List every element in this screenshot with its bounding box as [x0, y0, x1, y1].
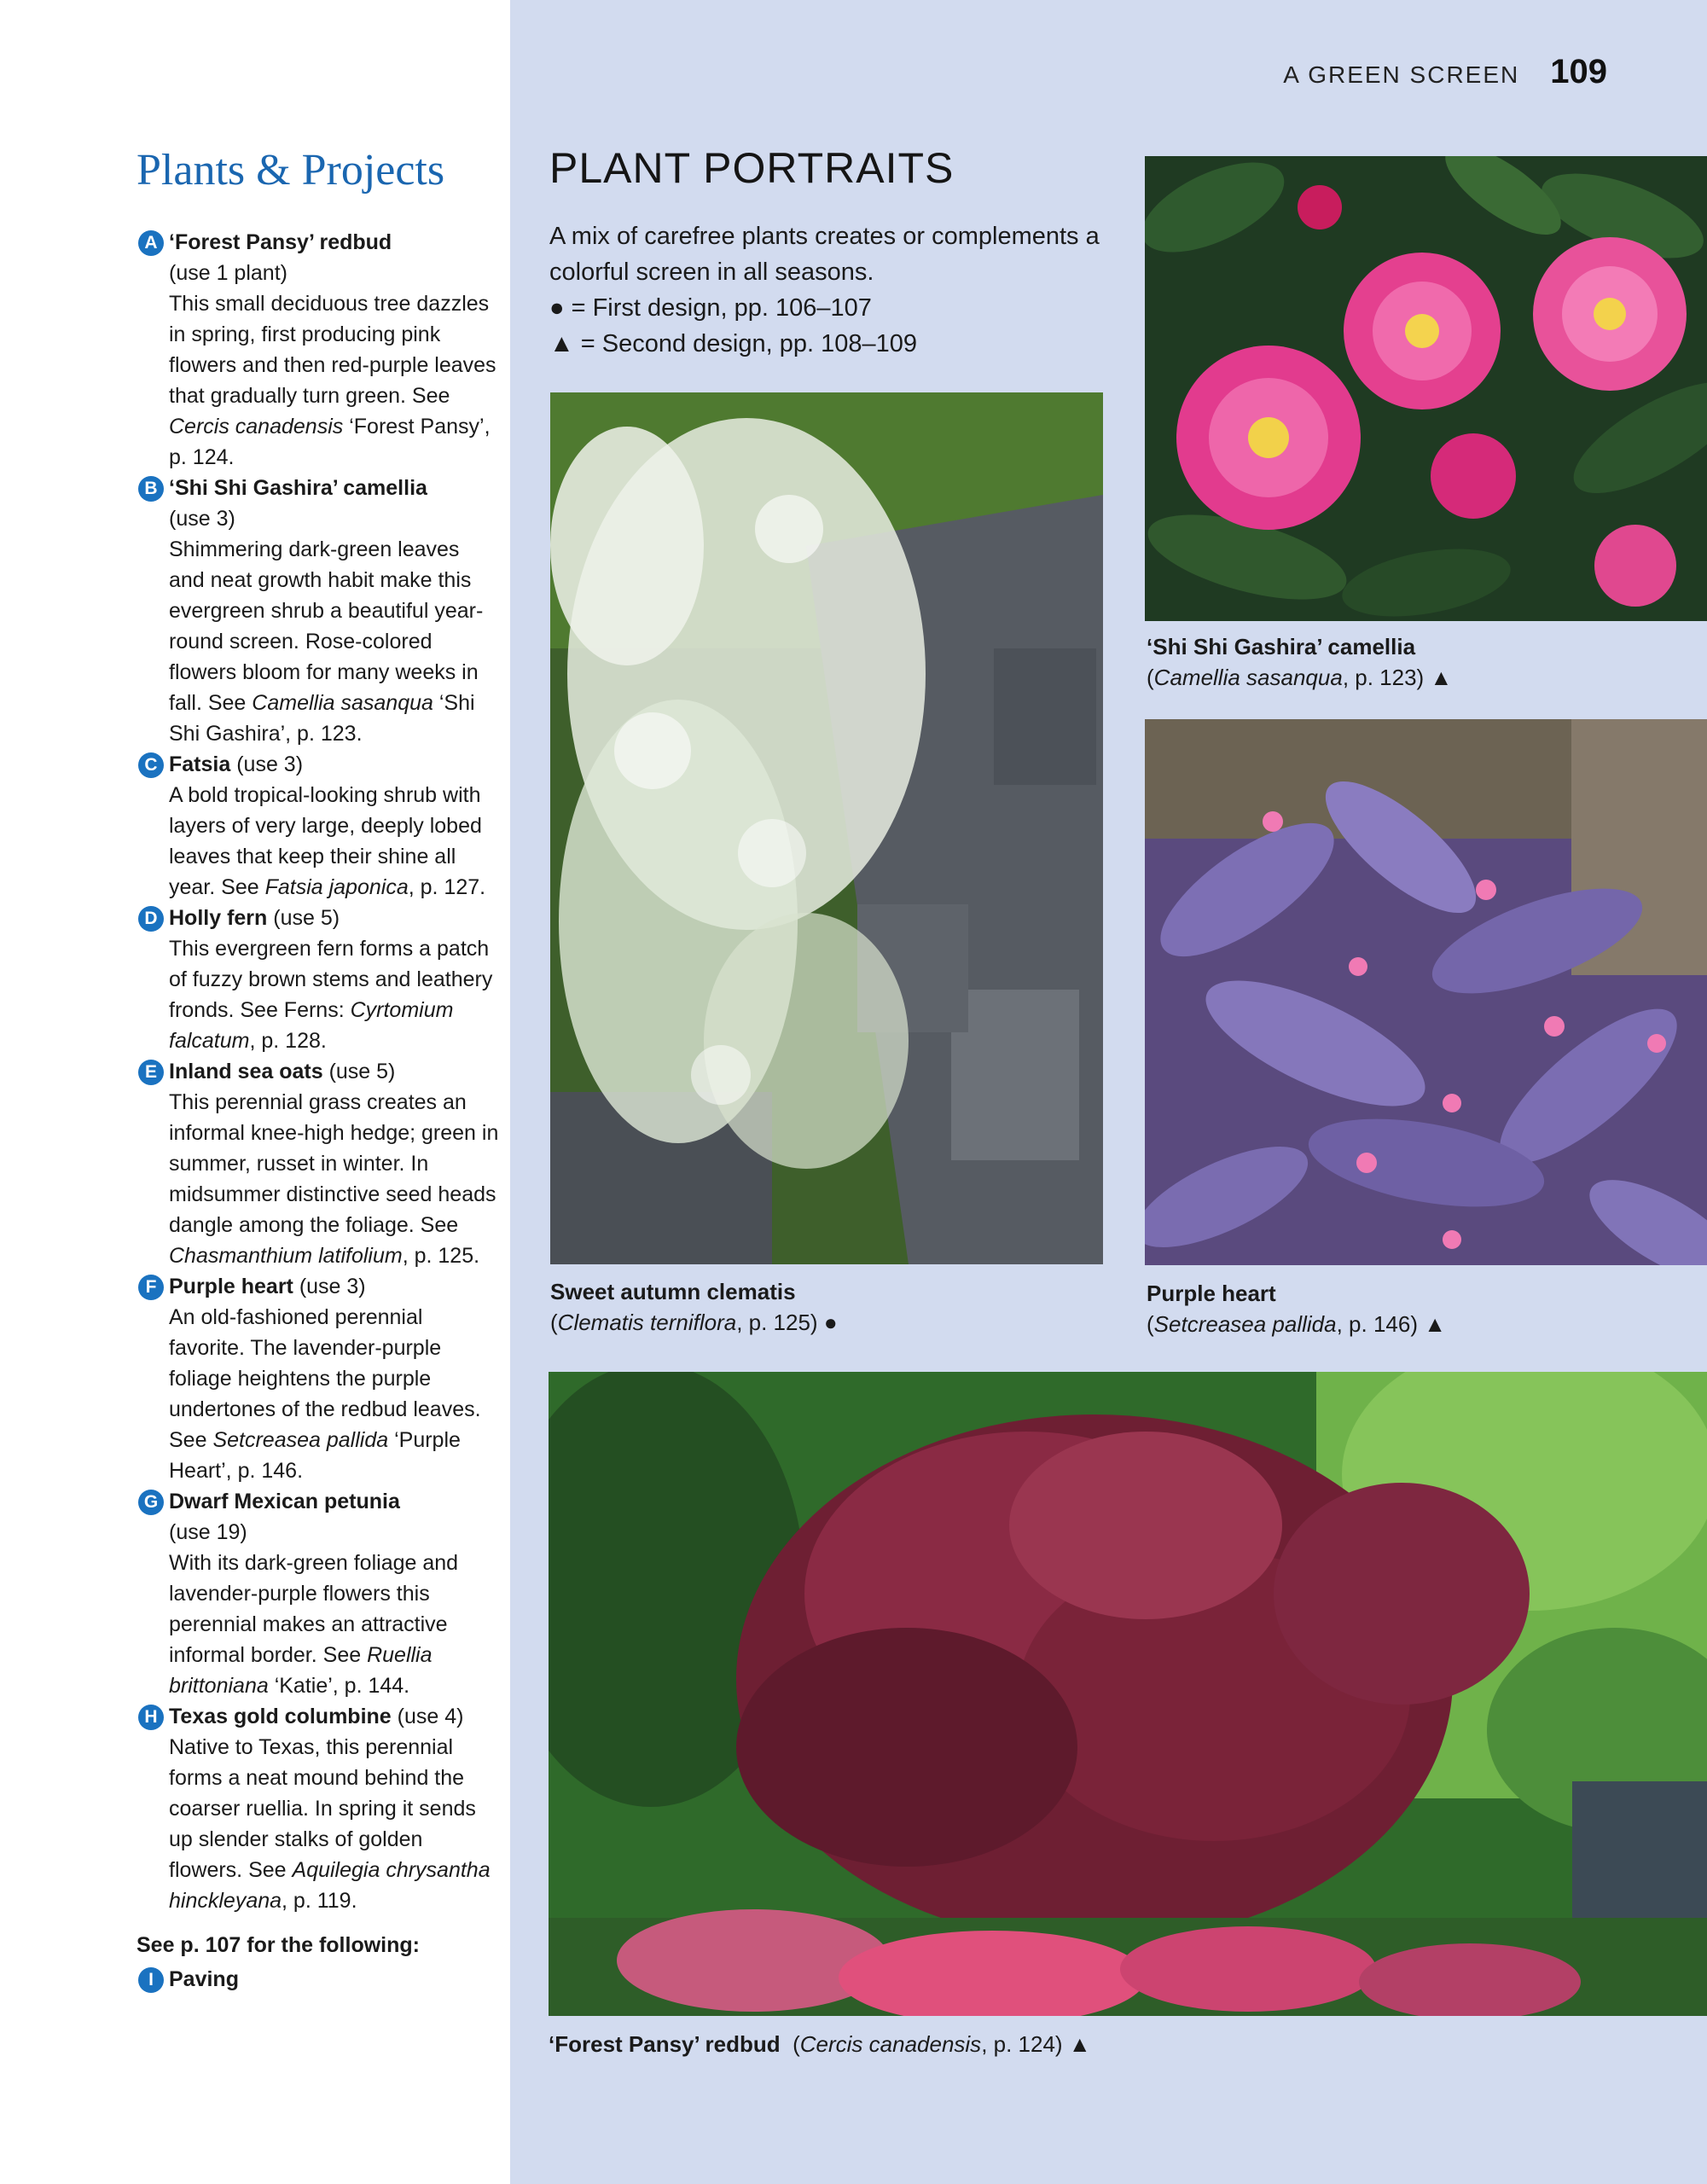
- plant-quantity: (use 3): [299, 1275, 366, 1298]
- caption-name: Sweet autumn clematis: [550, 1279, 796, 1304]
- plant-page-ref: , p. 128.: [249, 1029, 327, 1053]
- purple-heart-photo: [1145, 719, 1707, 1265]
- triangle-marker-icon: ▲: [1424, 1311, 1446, 1337]
- plant-scientific-name: Cyrtomium falcatum: [169, 998, 454, 1053]
- plant-name: Paving: [169, 1967, 239, 1991]
- caption-page-ref: , p. 124): [981, 2031, 1063, 2057]
- triangle-marker-icon: ▲: [1068, 2031, 1091, 2057]
- legend-second-design: [549, 326, 1112, 362]
- redbud-photo: [549, 1372, 1707, 2016]
- plant-description: An old-fashioned perennial favorite. The lavender-purple foliage heightens the purple undertones of the redbud leaves. See: [169, 1305, 481, 1452]
- plant-description: Native to Texas, this perennial forms a neat mound behind the coarser ruellia. In spring it sends up slender stalks of golden flowers. See: [169, 1735, 476, 1882]
- plant-description: This evergreen fern forms a patch of fuzzy brown stems and leathery fronds. See Ferns:: [169, 937, 493, 1022]
- plant-entry-g: [136, 1486, 499, 1701]
- plant-name: Holly fern: [169, 906, 268, 930]
- plant-description: With its dark-green foliage and lavender-purple flowers this perennial makes an attractive informal border. See: [169, 1551, 459, 1667]
- plant-quantity: (use 19): [169, 1520, 247, 1544]
- plant-letter-badge: G: [138, 1490, 164, 1515]
- plant-page-ref: , p. 119.: [282, 1889, 357, 1913]
- plant-quantity: (use 4): [397, 1705, 464, 1728]
- plant-entry-e: [136, 1056, 499, 1271]
- plant-scientific-name: Aquilegia chrysantha hinckleyana: [169, 1858, 491, 1913]
- section-title: PLANT PORTRAITS: [549, 144, 955, 192]
- circle-marker-icon: ●: [823, 1310, 838, 1335]
- plant-name: Purple heart: [169, 1275, 293, 1298]
- plant-entry-a: [136, 227, 499, 473]
- plant-quantity: (use 5): [273, 906, 340, 930]
- intro-text: [549, 218, 1112, 362]
- plant-page-ref: ‘Forest Pansy’, p. 124.: [169, 415, 491, 469]
- plant-quantity: (use 5): [328, 1060, 396, 1083]
- caption-name: ‘Forest Pansy’ redbud: [549, 2031, 781, 2057]
- camellia-photo: [1145, 156, 1707, 621]
- caption-scientific-name: Clematis terniflora: [557, 1310, 737, 1335]
- plant-entry-i: [136, 1964, 499, 1995]
- plant-letter-badge: E: [138, 1060, 164, 1085]
- plant-entry-d: [136, 903, 499, 1056]
- triangle-marker-icon: ▲: [1430, 665, 1453, 690]
- plant-page-ref: ‘Katie’, p. 144.: [268, 1674, 410, 1698]
- intro-paragraph: A mix of carefree plants creates or complements a colorful screen in all seasons.: [549, 223, 1100, 286]
- caption-scientific-name: Setcreasea pallida: [1153, 1311, 1337, 1337]
- plant-description: A bold tropical-looking shrub with layers of very large, deeply lobed leaves that keep their shine all year. See: [169, 783, 482, 899]
- legend-text: = Second design, pp. 108–109: [573, 330, 918, 357]
- plant-letter-badge: D: [138, 906, 164, 932]
- plant-entry-c: [136, 749, 499, 903]
- plant-letter-badge: F: [138, 1275, 164, 1300]
- sidebar-panel: [0, 0, 510, 2184]
- plant-scientific-name: Ruellia brittoniana: [169, 1643, 433, 1698]
- legend-first-design: [549, 290, 1112, 326]
- caption-page-ref: , p. 146): [1336, 1311, 1418, 1337]
- caption-name: ‘Shi Shi Gashira’ camellia: [1147, 634, 1416, 659]
- plant-name: Texas gold columbine: [169, 1705, 392, 1728]
- plant-entry-b: [136, 473, 499, 749]
- plant-page-ref: ‘Shi Shi Gashira’, p. 123.: [169, 691, 475, 746]
- plant-entry-h: [136, 1701, 499, 1916]
- caption-page-ref: , p. 125): [736, 1310, 818, 1335]
- plant-name: ‘Forest Pansy’ redbud: [169, 230, 392, 254]
- plant-scientific-name: Setcreasea pallida: [212, 1428, 389, 1452]
- camellia-caption: ‘Shi Shi Gashira’ camellia (Camellia sasanqua, p. 123) ▲: [1147, 631, 1692, 693]
- plant-letter-badge: I: [138, 1967, 164, 1993]
- plant-scientific-name: Fatsia japonica: [264, 875, 409, 899]
- plant-letter-badge: B: [138, 476, 164, 502]
- plant-scientific-name: Cercis canadensis: [169, 415, 344, 439]
- caption-scientific-name: Camellia sasanqua: [1153, 665, 1343, 690]
- plant-entry-f: [136, 1271, 499, 1486]
- see-also-note: See p. 107 for the following:: [136, 1933, 420, 1957]
- caption-page-ref: , p. 123): [1342, 665, 1425, 690]
- plant-name: Dwarf Mexican petunia: [169, 1490, 400, 1513]
- plant-letter-badge: H: [138, 1705, 164, 1730]
- clematis-caption: Sweet autumn clematis (Clematis terniflora, p. 125) ●: [550, 1276, 1096, 1338]
- plant-scientific-name: Camellia sasanqua: [252, 691, 433, 715]
- plant-name: Fatsia: [169, 752, 231, 776]
- plant-page-ref: , p. 125.: [402, 1244, 480, 1268]
- plant-list: [136, 227, 499, 1995]
- plant-quantity: (use 3): [236, 752, 304, 776]
- plant-name: ‘Shi Shi Gashira’ camellia: [169, 476, 427, 500]
- redbud-caption: ‘Forest Pansy’ redbud (Cercis canadensis, p. 124) ▲: [549, 2029, 1658, 2059]
- sidebar-title: Plants & Projects: [136, 146, 445, 195]
- running-head: [1283, 53, 1607, 91]
- plant-scientific-name: Chasmanthium latifolium: [169, 1244, 403, 1268]
- plant-quantity: (use 1 plant): [169, 261, 287, 285]
- triangle-marker-icon: ▲: [549, 330, 574, 357]
- purple-heart-caption: Purple heart (Setcreasea pallida, p. 146) ▲: [1147, 1278, 1692, 1339]
- legend-text: = First design, pp. 106–107: [564, 294, 872, 322]
- plant-description: Shimmering dark-green leaves and neat growth habit make this evergreen shrub a beautiful year-round screen. Rose-colored flowers bloom for many weeks in fall. See: [169, 537, 484, 715]
- section-name: A GREEN SCREEN: [1283, 61, 1520, 88]
- clematis-photo: [550, 392, 1103, 1264]
- circle-marker-icon: ●: [549, 294, 565, 322]
- caption-scientific-name: Cercis canadensis: [799, 2031, 982, 2057]
- plant-quantity: (use 3): [169, 507, 235, 531]
- caption-name: Purple heart: [1147, 1281, 1276, 1306]
- plant-description: This small deciduous tree dazzles in spring, first producing pink flowers and then red-purple leaves that gradually turn green. See: [169, 292, 496, 408]
- plant-page-ref: , p. 127.: [408, 875, 486, 899]
- page-number: 109: [1550, 53, 1607, 90]
- plant-letter-badge: A: [138, 230, 164, 256]
- plant-name: Inland sea oats: [169, 1060, 323, 1083]
- plant-description: This perennial grass creates an informal knee-high hedge; green in summer, russet in winter. In midsummer distinctive seed heads dangle among the foliage. See: [169, 1090, 499, 1237]
- plant-page-ref: ‘Purple Heart’, p. 146.: [169, 1428, 461, 1483]
- plant-letter-badge: C: [138, 752, 164, 778]
